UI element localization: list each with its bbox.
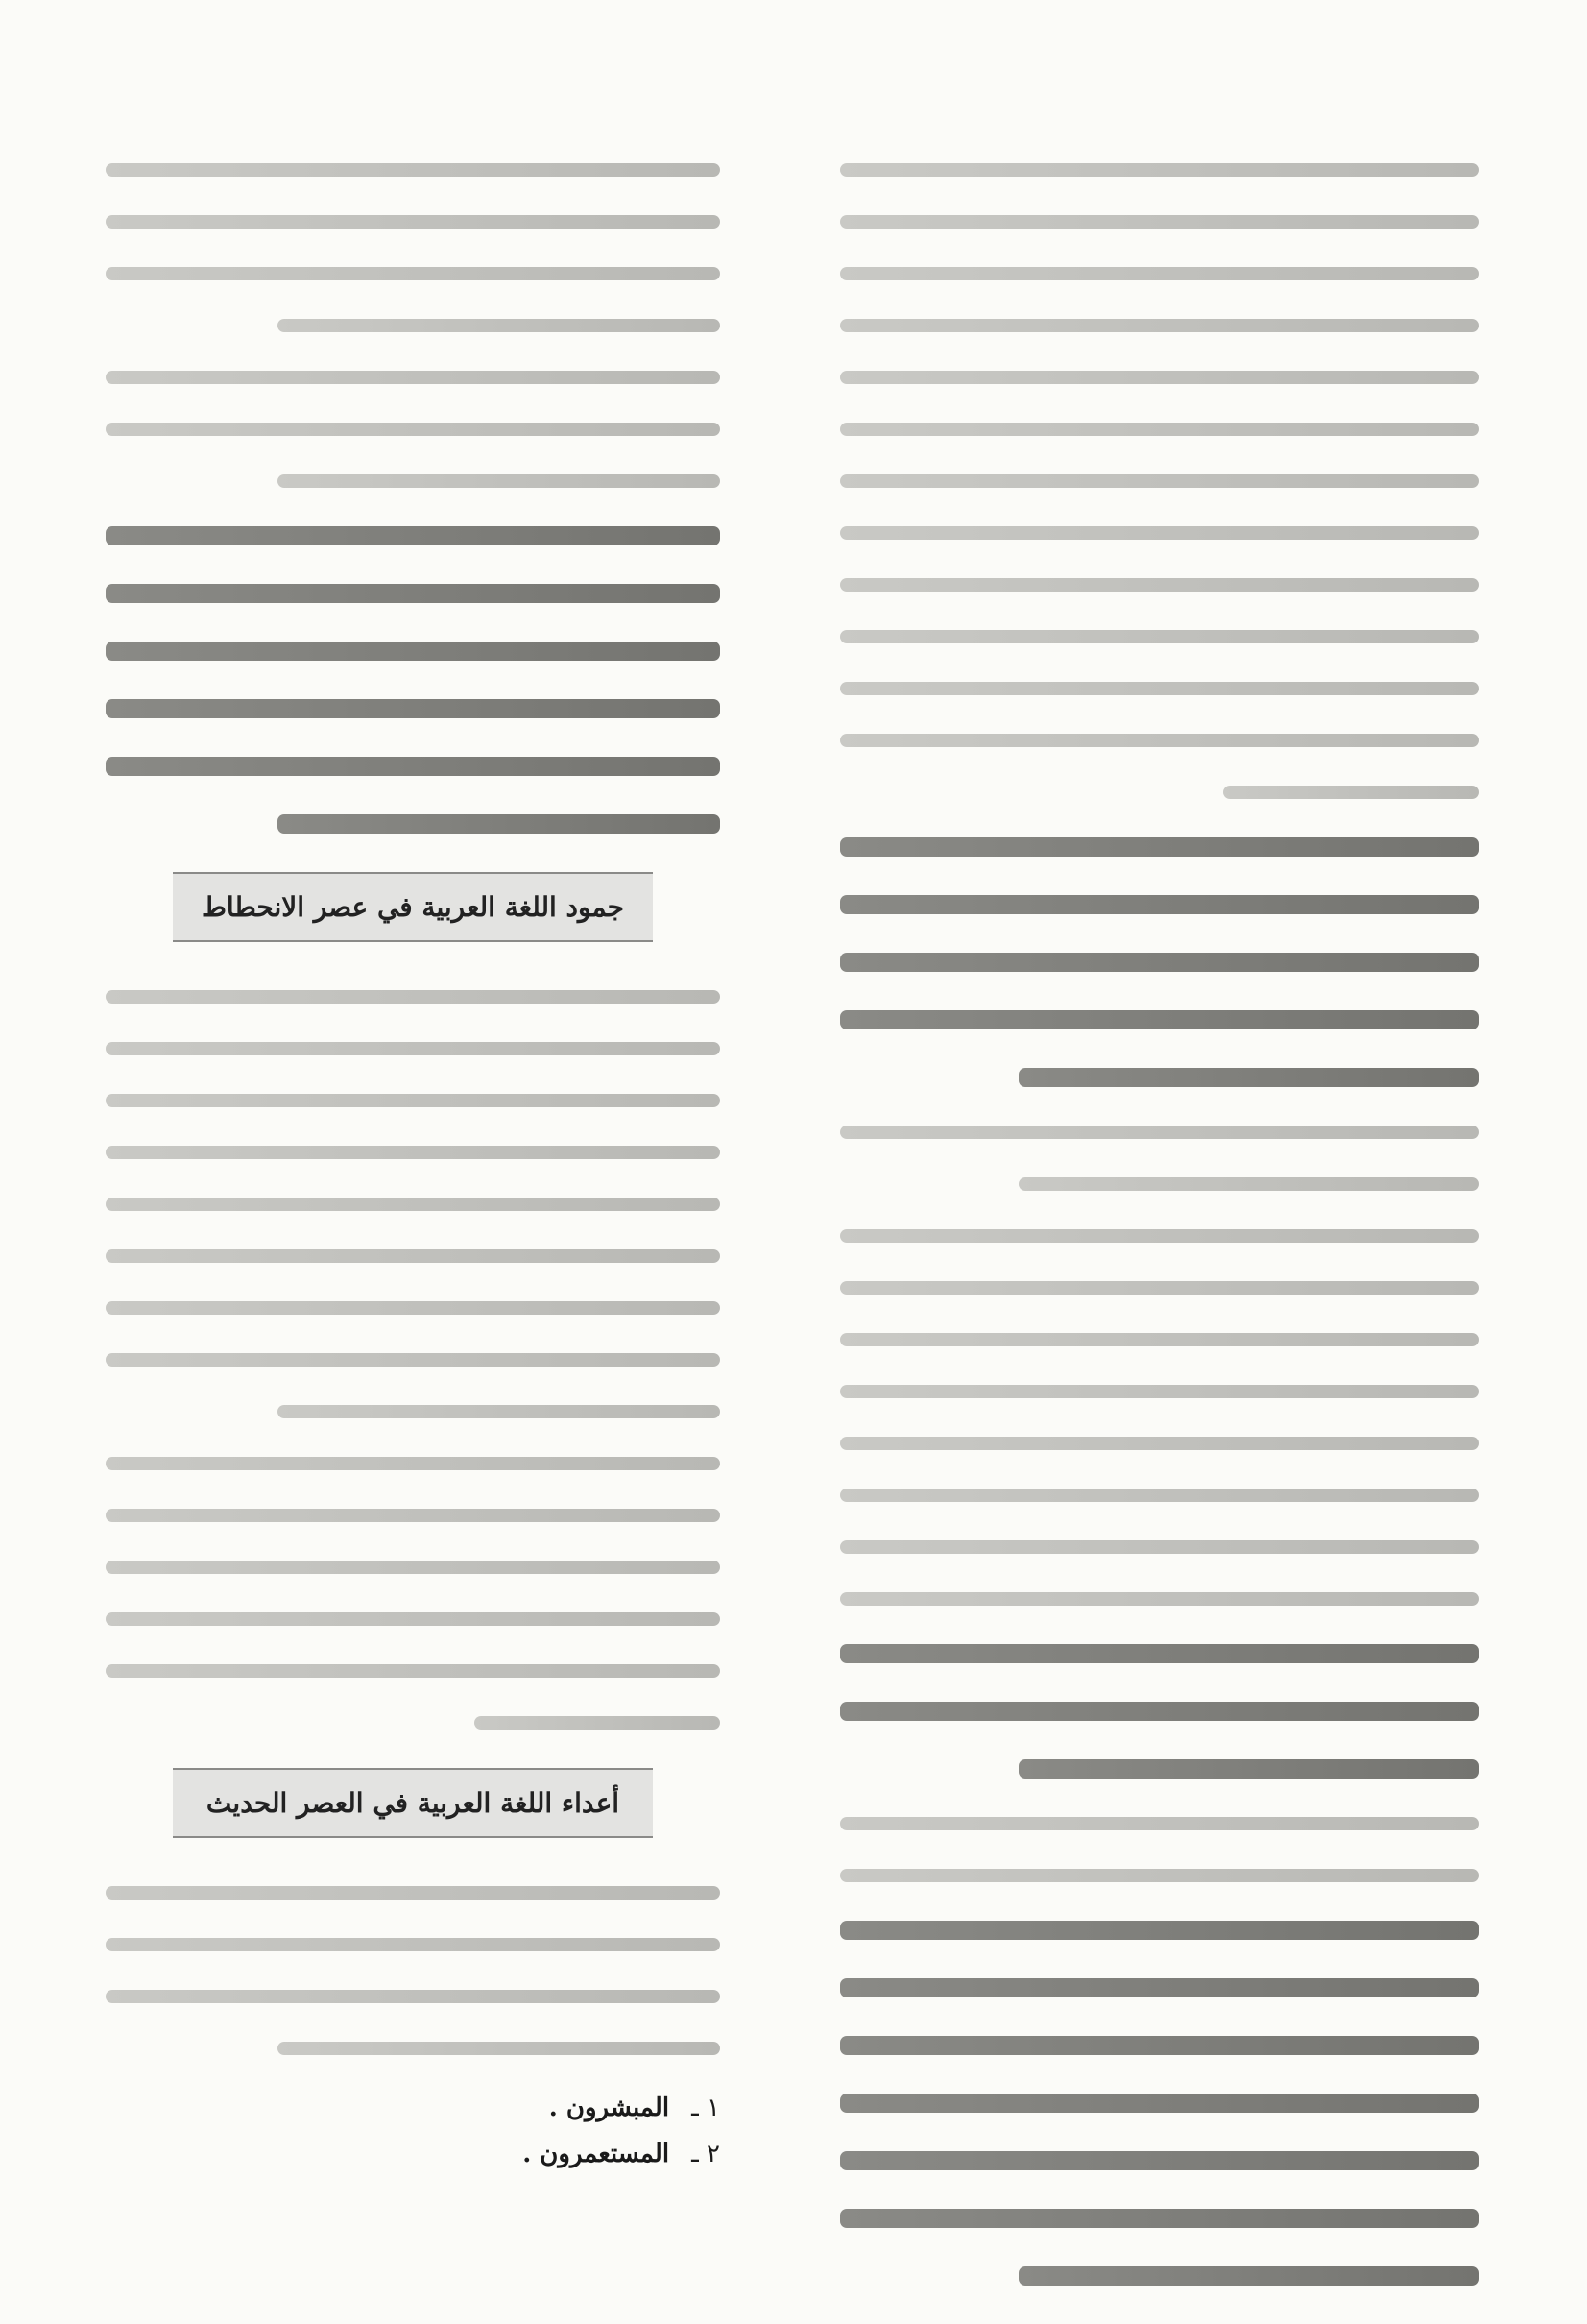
- right-column: [840, 163, 1479, 2324]
- text-line: [106, 215, 720, 229]
- text-line: [840, 1126, 1479, 1139]
- list-item: [106, 2094, 720, 2122]
- text-line: [106, 757, 720, 776]
- text-line: [106, 1886, 720, 1900]
- section-heading-enemies: أعداء اللغة العربية في العصر الحديث: [173, 1768, 653, 1838]
- text-line: [840, 1869, 1479, 1882]
- text-line: [840, 1702, 1479, 1721]
- text-line: [1019, 2266, 1479, 2286]
- text-line: [277, 474, 720, 488]
- enemies-list: [106, 2094, 720, 2168]
- text-line: [106, 1561, 720, 1574]
- text-line: [840, 1333, 1479, 1346]
- text-line: [1019, 1177, 1479, 1191]
- text-line: [106, 1094, 720, 1107]
- text-line: [840, 2151, 1479, 2170]
- text-line: [840, 1489, 1479, 1502]
- text-line: [106, 990, 720, 1004]
- text-line: [840, 163, 1479, 177]
- text-line: [277, 319, 720, 332]
- text-line: [840, 1281, 1479, 1295]
- text-line: [840, 267, 1479, 280]
- text-line: [106, 1353, 720, 1367]
- text-line: [106, 1509, 720, 1522]
- text-line: [840, 2094, 1479, 2113]
- text-line: [840, 682, 1479, 695]
- text-line: [106, 642, 720, 661]
- text-line: [840, 2036, 1479, 2055]
- text-line: [106, 1612, 720, 1626]
- text-line: [840, 1229, 1479, 1243]
- text-line: [106, 1990, 720, 2003]
- text-line: [840, 630, 1479, 643]
- text-line: [277, 2042, 720, 2055]
- text-line: [106, 584, 720, 603]
- text-line: [840, 1010, 1479, 1029]
- text-line: [1223, 786, 1479, 799]
- text-line: [840, 1385, 1479, 1398]
- text-line: [277, 1405, 720, 1418]
- left-column: [106, 163, 720, 2186]
- text-line: [106, 699, 720, 718]
- text-line: [106, 1146, 720, 1159]
- text-line: [840, 1592, 1479, 1606]
- text-line: [106, 163, 720, 177]
- text-line: [840, 1540, 1479, 1554]
- text-line: [840, 1437, 1479, 1450]
- list-item-number: ١ ـ: [691, 2094, 720, 2122]
- text-line: [840, 474, 1479, 488]
- text-line: [474, 1716, 720, 1730]
- text-line: [106, 1249, 720, 1263]
- list-item-number: ٢ ـ: [691, 2140, 720, 2168]
- text-line: [106, 1457, 720, 1470]
- section-heading-decline: جمود اللغة العربية في عصر الانحطاط: [173, 872, 653, 942]
- text-line: [106, 526, 720, 545]
- text-line: [840, 578, 1479, 592]
- text-line: [277, 814, 720, 834]
- text-line: [1019, 1068, 1479, 1087]
- text-line: [840, 1978, 1479, 1997]
- text-line: [106, 371, 720, 384]
- text-line: [106, 1301, 720, 1315]
- text-line: [840, 215, 1479, 229]
- text-line: [106, 1938, 720, 1951]
- text-line: [840, 837, 1479, 857]
- text-line: [1019, 1759, 1479, 1779]
- text-line: [106, 1042, 720, 1055]
- list-item-text: المستعمرون .: [522, 2140, 670, 2168]
- text-line: [840, 1921, 1479, 1940]
- text-line: [840, 1644, 1479, 1663]
- text-line: [840, 319, 1479, 332]
- text-line: [840, 526, 1479, 540]
- text-line: [840, 734, 1479, 747]
- text-line: [106, 423, 720, 436]
- list-item: [106, 2140, 720, 2168]
- text-line: [840, 423, 1479, 436]
- list-item-text: المبشرون .: [548, 2094, 670, 2122]
- text-line: [840, 953, 1479, 972]
- text-line: [840, 371, 1479, 384]
- text-line: [840, 2209, 1479, 2228]
- text-line: [840, 895, 1479, 914]
- text-line: [106, 1664, 720, 1678]
- text-line: [840, 1817, 1479, 1830]
- text-line: [106, 1198, 720, 1211]
- text-line: [106, 267, 720, 280]
